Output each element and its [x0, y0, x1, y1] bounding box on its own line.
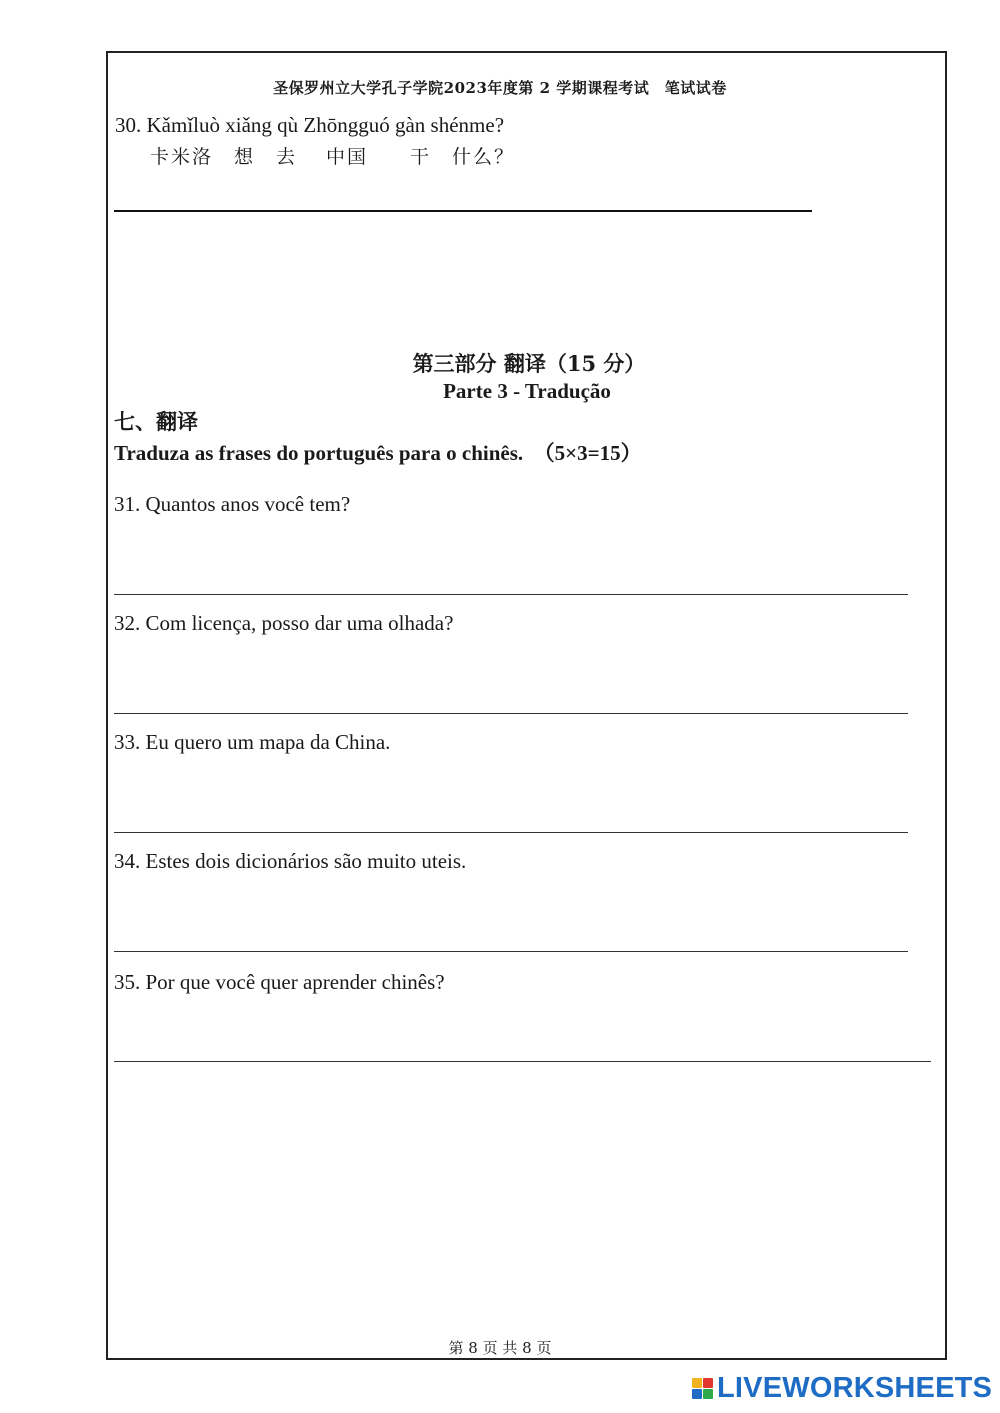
answer-line-33[interactable]	[114, 832, 908, 833]
question-32: 32. Com licença, posso dar uma olhada?	[114, 611, 454, 635]
answer-line-32[interactable]	[114, 713, 908, 714]
answer-line-34[interactable]	[114, 951, 908, 952]
answer-line-30[interactable]	[114, 210, 812, 212]
page-footer: 第 8 页 共 8 页	[448, 1339, 552, 1357]
question-33: 33. Eu quero um mapa da China.	[114, 730, 391, 754]
answer-line-31[interactable]	[114, 594, 908, 595]
question-31: 31. Quantos anos você tem?	[114, 492, 351, 516]
question-35: 35. Por que você quer aprender chinês?	[114, 970, 445, 994]
part-label: 七、翻译	[114, 409, 198, 434]
instructions: Traduza as frases do português para o chinês. （5×3=15）	[114, 441, 642, 465]
section-title-chinese: 第三部分 翻译（15 分）	[412, 351, 646, 376]
section-title-portuguese: Parte 3 - Tradução	[443, 379, 611, 403]
exam-header: 圣保罗州立大学孔子学院2023年度第 2 学期课程考试 笔试试卷	[273, 79, 727, 97]
logo-blocks-icon	[692, 1378, 713, 1399]
question-30-hanzi: 卡米洛 想 去 中国 干 什么？	[150, 146, 516, 168]
question-30-pinyin: 30. Kǎmǐluò xiǎng qù Zhōngguó gàn shénme?	[115, 113, 505, 137]
question-34: 34. Estes dois dicionários são muito uteis.	[114, 849, 467, 873]
exam-page-border	[106, 51, 947, 1360]
logo-text: LIVEWORKSHEETS	[717, 1372, 993, 1404]
liveworksheets-logo	[692, 1372, 992, 1405]
answer-line-35[interactable]	[114, 1061, 931, 1062]
